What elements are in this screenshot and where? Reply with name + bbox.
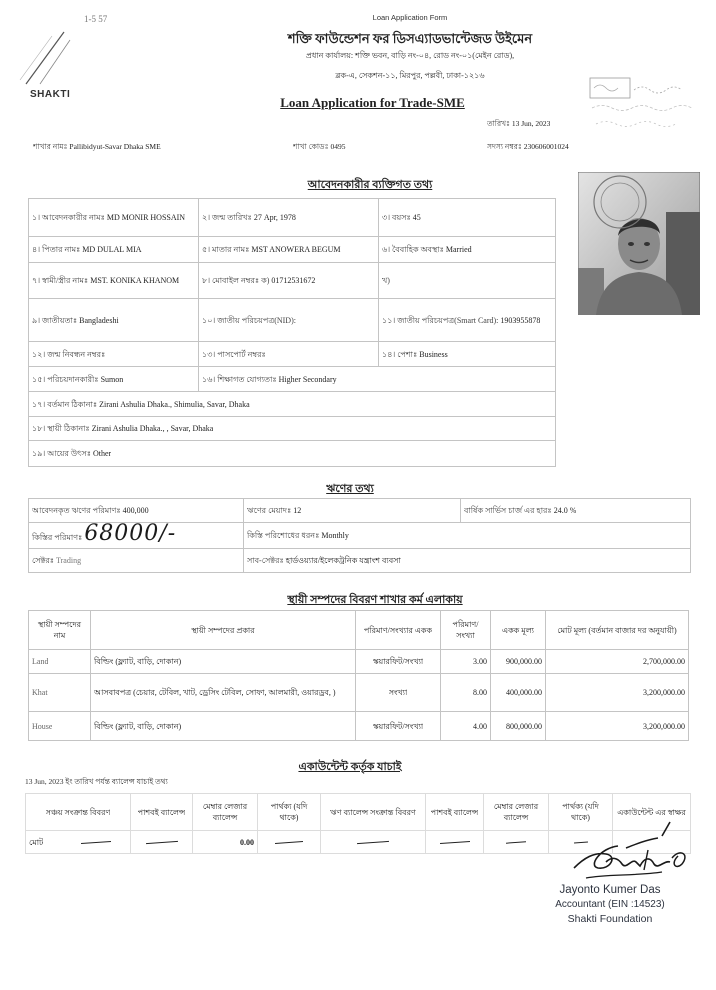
field-value: 400,000 (122, 506, 149, 515)
loan-term-field (247, 505, 301, 516)
table-header-row (29, 611, 689, 650)
field-value: MST. KONIKA KHANOM (90, 276, 180, 285)
shakti-logo-icon (6, 28, 76, 88)
permanent-address-field (32, 423, 213, 434)
applicant-name-field (32, 212, 185, 223)
table-row (29, 237, 556, 263)
field-label: কিস্তি পরিশোধের ধরনঃ (247, 531, 320, 540)
date-value: 13 Jun, 2023 (511, 119, 551, 128)
table-row (29, 549, 691, 573)
field-label: ৬। বৈবাহিক অবস্থাঃ (382, 245, 444, 254)
member-number-label: সদস্য নম্বরঃ (487, 142, 522, 151)
field-value: 1903955878 (500, 315, 541, 325)
marital-status-field (382, 244, 472, 255)
verification-heading: একাউন্টেন্ট কর্তৃক যাচাই (298, 761, 402, 773)
field-value: Trading (56, 556, 82, 565)
field-label: সাব-সেক্টরঃ (247, 556, 284, 565)
nationality-field (32, 315, 119, 326)
field-label: ১০। জাতীয় পরিচয়পত্র(NID): (202, 315, 296, 325)
field-value: 24.0 % (553, 506, 577, 515)
age-field (382, 212, 421, 223)
form-label: Loan Application Form (372, 13, 448, 22)
branch-name (33, 142, 283, 154)
verification-subtitle: 13 Jun, 2023 ইং তারিখ পর্যন্ত ব্যালেন্স যাচাই তথ্য (25, 777, 168, 786)
asset-quantity: 8.00 (473, 688, 487, 697)
asset-type: আসবাবপত্র (চেয়ার, টেবিল, খাট, ড্রেসিং টেবিল, সোফা, আলমারী, ওয়ারড্রব, ) (94, 688, 336, 697)
column-header: একক মূল্য (501, 625, 534, 635)
pen-dash (357, 840, 389, 843)
page-title: Loan Application for Trade-SME (280, 95, 465, 110)
field-label: ১৫। পরিচয়দানকারীঃ (32, 374, 99, 384)
assets-table (28, 610, 689, 741)
asset-quantity: 3.00 (473, 657, 487, 666)
personal-info-table (28, 198, 556, 467)
field-value: MD MONIR HOSSAIN (106, 213, 186, 222)
field-value: Monthly (321, 531, 349, 540)
asset-total-value: 3,200,000.00 (643, 721, 685, 731)
column-header: পাশবই ব্যালেন্স (137, 807, 186, 817)
field-label: ১৬। শিক্ষাগত যোগ্যতাঃ (202, 374, 277, 384)
field-label: ৮। মোবাইল নম্বরঃ ক) (202, 276, 270, 285)
subsector-field (247, 555, 401, 566)
table-row (29, 417, 556, 441)
member-number-value: 230606001024 (523, 142, 569, 151)
mother-name-field (202, 244, 341, 255)
field-label: খ) (382, 276, 390, 285)
field-value: Business (419, 349, 448, 359)
field-label: ১২। জন্ম নিবন্ধন নম্বরঃ (32, 349, 106, 359)
pen-dash (275, 841, 303, 844)
asset-type: বিল্ডিং (ফ্ল্যাট, বাড়ি, দোকান) (94, 657, 182, 666)
installment-amount-field (32, 521, 177, 546)
table-row (29, 263, 556, 299)
spouse-name-field (32, 275, 179, 286)
column-header: স্থায়ী সম্পদের নাম (38, 620, 81, 640)
application-date (487, 119, 550, 131)
applicant-photo (578, 172, 700, 315)
field-value: 27 Apr, 1978 (253, 213, 296, 222)
pen-dash (81, 840, 111, 843)
mobile-number-2-field (382, 275, 390, 286)
field-label: ১৩। পাসপোর্ট নম্বরঃ (202, 349, 266, 359)
repayment-mode-field (247, 530, 349, 541)
stamp-name: Jayonto Kumer Das (559, 884, 661, 896)
asset-unit-price: 800,000.00 (506, 721, 542, 731)
present-address-field (32, 399, 250, 410)
savings-ledger-total: 0.00 (240, 837, 254, 847)
address-line-2: ব্লক-এ, সেকশন-১১, মিরপুর, পল্লবী, ঢাকা-১২১৬ (335, 71, 485, 80)
column-header: স্থায়ী সম্পদের প্রকার (191, 625, 255, 635)
table-row (29, 367, 556, 392)
education-field (202, 374, 337, 385)
branch-name-value: Pallibidyut-Savar Dhaka SME (69, 142, 161, 151)
father-name-field (32, 244, 142, 255)
asset-quantity: 4.00 (473, 721, 487, 731)
personal-info-heading: আবেদনকারীর ব্যক্তিগত তথ্য (307, 179, 433, 191)
field-label: ১। আবেদনকারীর নামঃ (32, 213, 105, 222)
column-header: পার্থক্য (যদি থাকে) (562, 802, 599, 822)
organization-name: শক্তি ফাউন্ডেশন ফর ডিসএ্যাডভান্টেজড উইমেন (287, 31, 533, 46)
column-header: পাশবই ব্যালেন্স (430, 807, 479, 817)
asset-name: Land (32, 657, 49, 666)
table-row (29, 499, 691, 523)
asset-unit-price: 400,000.00 (506, 688, 542, 697)
smart-card-field (382, 315, 540, 326)
field-value: 12 (293, 506, 302, 515)
field-label: ৫। মাতার নামঃ (202, 245, 250, 254)
field-label: ৪। পিতার নামঃ (32, 245, 81, 254)
pen-dash (146, 840, 178, 843)
pen-dash (440, 840, 470, 843)
nid-field (202, 315, 296, 326)
mobile-number-field (202, 275, 315, 286)
field-value: Sumon (100, 374, 124, 384)
field-label: ৭। স্বামী/স্ত্রীর নামঃ (32, 276, 89, 285)
field-value: Zirani Ashulia Dhaka., , Savar, Dhaka (91, 424, 214, 433)
branch-name-label: শাখার নামঃ (33, 142, 68, 151)
introducer-field (32, 374, 123, 385)
column-header: পরিমাণ/ সংখ্যা (452, 620, 479, 640)
table-row (29, 712, 689, 741)
field-value: Zirani Ashulia Dhaka., Shimulia, Savar, Dhaka (99, 399, 250, 409)
loan-info-heading: ঋণের তথ্য (326, 483, 374, 495)
branch-code (293, 142, 473, 154)
asset-total-value: 2,700,000.00 (643, 657, 685, 666)
occupation-field (382, 349, 448, 360)
birth-registration-field (32, 349, 105, 360)
field-label: ১৮। স্থায়ী ঠিকানাঃ (32, 424, 90, 433)
page-reference: 1-5 57 (84, 14, 108, 24)
field-value: হার্ডওয়্যার/ইলেকট্রনিক যন্ত্রাংশ ব্যবসা (285, 556, 401, 565)
column-header: মেম্বার লেজার ব্যালেন্স (202, 802, 248, 822)
table-row (29, 392, 556, 417)
assets-heading: স্থায়ী সম্পদের বিবরণ শাখার কর্ম এলাকায় (287, 594, 463, 606)
office-stamp-mark (586, 74, 700, 140)
field-label: ঋণের মেয়াদঃ (247, 506, 292, 515)
asset-name: Khat (32, 688, 48, 697)
income-source-field (32, 448, 111, 459)
passport-field (202, 349, 266, 360)
field-value: Other (92, 449, 112, 458)
field-value: 01712531672 (271, 276, 316, 285)
table-row (29, 650, 689, 674)
field-value: MST ANOWERA BEGUM (251, 245, 341, 254)
field-value: MD DULAL MIA (82, 245, 142, 254)
column-header: ঋণ ব্যালেন্স সংক্রান্ত বিবরণ (330, 807, 416, 817)
service-charge-rate-field (464, 505, 576, 516)
handwritten-installment: 68000/- (84, 521, 177, 546)
field-value: Bangladeshi (79, 315, 119, 325)
column-header: সঞ্চয় সংক্রান্ত বিবরণ (45, 807, 111, 817)
asset-unit: স্কয়ারফিট/সংখ্যা (372, 657, 424, 666)
table-row (29, 441, 556, 467)
asset-unit: সংখ্যা (388, 688, 408, 697)
field-label: ১৪। পেশাঃ (382, 349, 418, 359)
table-row (29, 299, 556, 342)
asset-total-value: 3,200,000.00 (643, 688, 685, 697)
birth-date-field (202, 212, 296, 223)
pen-dash (506, 841, 526, 843)
column-header: মোট মূল্য (বর্তমান বাজার দর অনুযায়ী) (557, 625, 677, 635)
field-value: Higher Secondary (278, 374, 337, 384)
accountant-signature (566, 818, 694, 884)
field-label: ৩। বয়সঃ (382, 213, 411, 222)
field-label: আবেদনকৃত ঋণের পরিমাণঃ (32, 506, 121, 515)
loan-info-table (28, 498, 691, 573)
branch-code-label: শাখা কোডঃ (293, 142, 329, 151)
field-value: 45 (412, 213, 421, 222)
field-label: ২। জন্ম তারিখঃ (202, 213, 252, 222)
loan-amount-field (32, 505, 149, 516)
field-label: ১১। জাতীয় পরিচয়পত্র(Smart Card): (382, 315, 499, 325)
sector-field (32, 555, 81, 566)
field-label: সেক্টরঃ (32, 556, 55, 565)
column-header: পরিমাণ/সংখ্যার একক (363, 625, 433, 635)
column-header: একাউন্টেন্ট এর স্বাক্ষর (617, 807, 686, 817)
asset-type: বিল্ডিং (ফ্ল্যাট, বাড়ি, দোকান) (94, 721, 182, 731)
branch-code-value: 0495 (330, 142, 346, 151)
table-row (29, 523, 691, 549)
date-label: তারিখঃ (487, 119, 510, 128)
stamp-organization: Shakti Foundation (567, 913, 653, 925)
table-row (29, 199, 556, 237)
field-label: ৯। জাতীয়তাঃ (32, 315, 78, 325)
total-label: মোট (29, 837, 44, 847)
column-header: পার্থক্য (যদি থাকে) (270, 802, 308, 822)
table-row (29, 674, 689, 712)
table-row (29, 342, 556, 367)
field-label: ১৭। বর্তমান ঠিকানাঃ (32, 399, 98, 409)
asset-unit: স্কয়ারফিট/সংখ্যা (372, 721, 424, 731)
stamp-designation: Accountant (EIN :14523) (555, 899, 665, 910)
field-label: ১৯। আয়ের উৎসঃ (32, 449, 91, 458)
asset-name: House (32, 721, 53, 731)
field-label: কিস্তির পরিমাণঃ (32, 533, 83, 542)
asset-unit-price: 900,000.00 (506, 657, 542, 666)
address-line-1: প্রধান কার্যালয়: শক্তি ভবন, বাড়ি নং-০৪, রোড নং-০১(মেইন রোড), (305, 51, 515, 60)
member-number (487, 142, 687, 154)
column-header: মেম্বার লেজার ব্যালেন্স (493, 802, 539, 822)
logo-text: SHAKTI (30, 89, 71, 100)
field-value: Married (445, 245, 472, 254)
field-label: বার্ষিক সার্ভিস চার্জ এর হারঃ (464, 506, 552, 515)
